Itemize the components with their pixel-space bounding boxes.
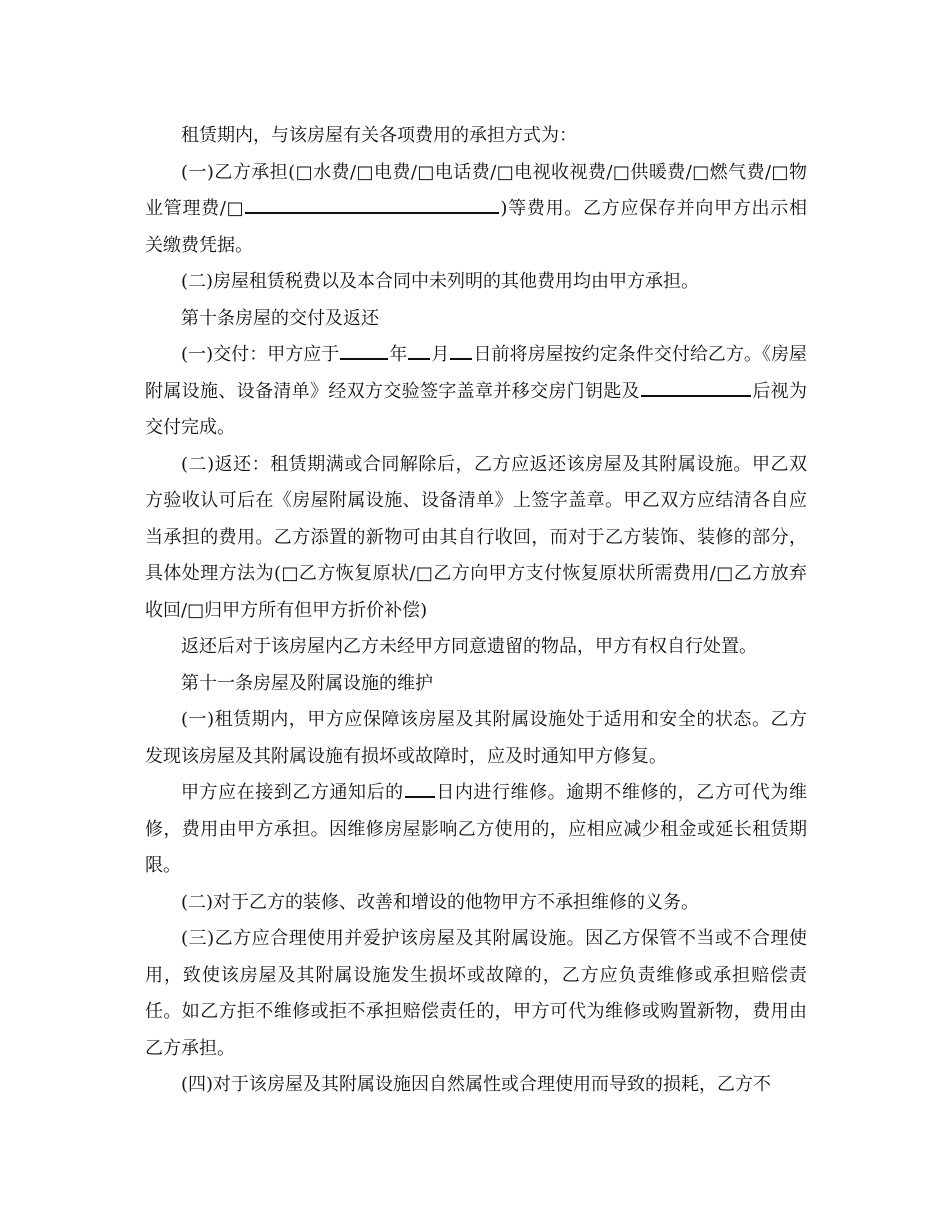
repair-days-blank[interactable]	[405, 780, 435, 798]
paragraph-landlord-fees	[145, 264, 807, 301]
paragraph-left-items	[145, 629, 807, 666]
paragraph-maintenance-3	[145, 921, 807, 1067]
return-text: (二)返还：租赁期满或合同解除后，乙方应返还该房屋及其附属设施。甲乙双方验收认可后在《房屋附属设施、设备清单》上签字盖章。甲乙双方应结清各自应当承担的费用。乙方添置的新物可由其自行收回，而对于乙方装饰、装修的部分，具体处理方法为(□乙方恢复原状/□乙方向甲方支付恢复原状所需费用/□乙方放弃收回/□归甲方所有但甲方折价补偿)	[145, 453, 807, 621]
maintenance-1-text: (一)租赁期内，甲方应保障该房屋及其附属设施处于适用和安全的状态。乙方发现该房屋及其附属设施有损坏或故障时，应及时通知甲方修复。	[145, 709, 807, 767]
paragraph-maintenance-4	[145, 1067, 807, 1104]
delivery-day-blank[interactable]	[450, 342, 472, 360]
delivery-text-middle: 日前将房屋按约定条件交付给乙方。《房屋附属设施、设备清单》经双方交验签字盖章并移交房门钥匙及	[145, 344, 808, 402]
article-10-title: 第十条房屋的交付及返还	[181, 307, 379, 329]
document-body	[145, 118, 807, 1104]
repair-deadline-text-end: 日内进行维修。逾期不维修的，乙方可代为维修，费用由甲方承担。因维修房屋影响乙方使用的，应相应减少租金或延长租赁期限。	[145, 782, 807, 876]
paragraph-fee-intro	[145, 118, 807, 155]
fee-intro-text: 租赁期内，与该房屋有关各项费用的承担方式为：	[181, 125, 577, 146]
repair-deadline-text-start: 甲方应在接到乙方通知后的	[181, 782, 404, 803]
landlord-fees-text: (二)房屋租赁税费以及本合同中未列明的其他费用均由甲方承担。	[181, 271, 700, 292]
article-11-heading	[145, 666, 807, 703]
paragraph-maintenance-1	[145, 702, 807, 775]
tenant-fees-text-end: )等费用。乙方应保存并向甲方出示相关缴费凭据。	[145, 198, 807, 256]
paragraph-repair-deadline	[145, 775, 807, 885]
article-10-heading	[145, 301, 807, 338]
delivery-text-end: 后视为交付完成。	[145, 380, 807, 438]
paragraph-tenant-fees	[145, 155, 807, 265]
paragraph-delivery	[145, 337, 807, 447]
maintenance-3-text: (三)乙方应合理使用并爱护该房屋及其附属设施。因乙方保管不当或不合理使用，致使该房屋及其附属设施发生损坏或故障的，乙方应负责维修或承担赔偿责任。如乙方拒不维修或拒不承担赔偿责任的，甲方可代为维修或购置新物，费用由乙方承担。	[145, 928, 807, 1059]
maintenance-4-text: (四)对于该房屋及其附属设施因自然属性或合理使用而导致的损耗，乙方不	[181, 1074, 772, 1095]
delivery-text-start: (一)交付：甲方应于	[181, 344, 340, 365]
month-label: 月	[431, 344, 450, 365]
year-label: 年	[389, 344, 408, 365]
left-items-text: 返还后对于该房屋内乙方未经甲方同意遗留的物品，甲方有权自行处置。	[181, 636, 757, 657]
paragraph-return	[145, 447, 807, 630]
other-fee-blank[interactable]	[245, 196, 499, 214]
delivery-items-blank[interactable]	[641, 379, 751, 397]
tenant-fees-text: (一)乙方承担(□水费/□电费/□电话费/□电视收视费/□供暖费/□燃气费/□物业管理费/□	[145, 161, 807, 219]
maintenance-2-text: (二)对于乙方的装修、改善和增设的他物甲方不承担维修的义务。	[181, 891, 700, 913]
article-11-title: 第十一条房屋及附属设施的维护	[181, 672, 433, 694]
paragraph-maintenance-2	[145, 885, 807, 922]
delivery-year-blank[interactable]	[340, 342, 388, 360]
delivery-month-blank[interactable]	[408, 342, 430, 360]
